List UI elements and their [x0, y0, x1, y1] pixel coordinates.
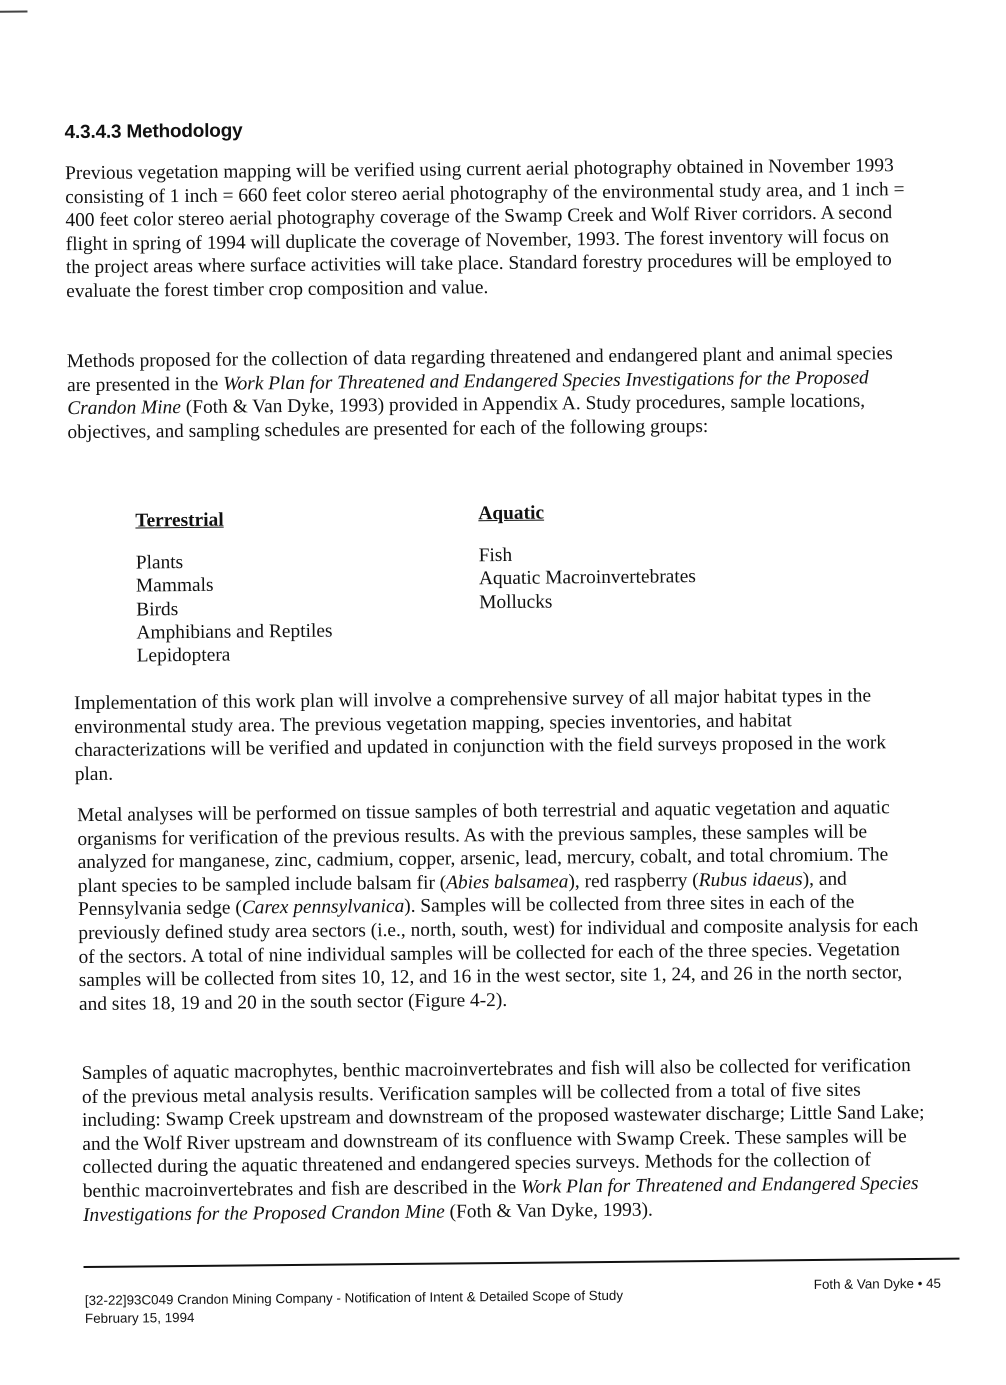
list-item: Fish — [478, 545, 513, 567]
footer-document-line: [32-22]93C049 Crandon Mining Company - Notification of Intent & Detailed Scope of Study — [84, 1287, 624, 1309]
aquatic-list — [479, 542, 697, 614]
terrestrial-heading: Terrestrial — [135, 509, 224, 532]
species-name-red-raspberry: Rubus idaeus — [698, 868, 803, 891]
paragraph-metal-text-g: ). Samples will be collected from three sites in each of the previously defined study area sectors (i.e., north, south, west) for individual and composite analysis for each of the sectors. A total of nine individual samples will be collected for each of the three species. Vegetation samples will be collected from sites 10, 12, and 16 in the west sector, site 1, 24, and 26 in the north sector, and sites 18, 19 and 20 in the south sector (Figure 4-2). — [78, 891, 919, 1015]
list-item: Aquatic Macroinvertebrates — [478, 566, 697, 590]
list-item: Lepidoptera — [136, 644, 231, 667]
terrestrial-group — [135, 508, 333, 668]
terrestrial-list — [136, 550, 333, 668]
aquatic-group — [478, 500, 696, 614]
work-plan-title: Work Plan for Threatened and Endangered Species Investigations for the Proposed Crandon Mine — [82, 1172, 919, 1226]
paragraph-implementation: Implementation of this work plan will involve a comprehensive survey of all major habitat types in the environmental study area. The previous vegetation mapping, species inventories, and habitat characterizations will be verified and updated in conjunction with the field surveys proposed in the work plan. — [74, 685, 887, 785]
aquatic-heading: Aquatic — [478, 502, 545, 525]
section-heading: 4.3.4.3 Methodology — [64, 120, 243, 144]
paragraph-aquatic-text-c: (Foth & Van Dyke, 1993). — [444, 1199, 653, 1223]
list-item: Amphibians and Reptiles — [136, 620, 333, 644]
paragraph-metal-text-e: ), and Pennsylvania sedge ( — [77, 868, 847, 921]
footer-page-number: Foth & Van Dyke • 45 — [813, 1275, 942, 1293]
list-item: Mollucks — [479, 591, 553, 613]
paragraph-metal-text-c: ), red raspberry ( — [568, 869, 699, 893]
list-item: Plants — [135, 552, 184, 574]
paragraph-vegetation-mapping: Previous vegetation mapping will be verified using current aerial photography obtained in November 1993 consisting of 1 inch = 660 feet color stereo aerial photography of the environmental study area, and 1 inch = 400 feet color stereo aerial photography coverage of the Swamp Creek and Wolf River corridors. A second flight in spring of 1994 will duplicate the coverage of November, 1993. The forest inventory will focus on the project areas where surface activities will take place. Standard forestry procedures will be employed to evaluate the forest timber crop composition and value. — [64, 155, 905, 303]
paragraph-methods-text-a: Methods proposed for the collection of data regarding threatened and endangered plant and animal species are presented in the — [66, 343, 893, 396]
footer-date: February 15, 1994 — [84, 1309, 195, 1327]
species-name-balsam-fir: Abies balsamea — [446, 871, 569, 894]
work-plan-title: Work Plan for Threatened and Endangered Species Investigations for the Proposed Crandon Mine — [67, 367, 869, 420]
paragraph-metal-text-a: Metal analyses will be performed on tissue samples of both terrestrial and aquatic vegetation and aquatic organisms for verification of the previous results. As with the previous samples, these samples will be analyzed for manganese, zinc, cadmium, copper, arsenic, lead, mercury, cobalt, and total chromium. The plant species to be sampled include balsam fir ( — [77, 797, 890, 897]
paragraph-aquatic-samples — [82, 1054, 934, 1227]
footer-document-info — [85, 1287, 623, 1328]
scan-corner-mark — [0, 11, 27, 13]
list-item: Mammals — [135, 575, 214, 597]
footer-divider — [84, 1258, 960, 1268]
species-name-pennsylvania-sedge: Carex pennsylvanica — [241, 896, 405, 919]
list-item: Birds — [136, 598, 179, 621]
paragraph-aquatic-text-a: Samples of aquatic macrophytes, benthic macroinvertebrates and fish will also be collected for verification of the previous metal analysis results. Verification samples will be collected from a total of five sites including: Swamp Creek upstream and downstream of the proposed wastewater discharge; Little Sand Lake; and the Wolf River upstream and downstream of its confluence with Swamp Creek. These samples will be collected during the aquatic threatened and endangered species surveys. Methods for the collection of benthic macroinvertebrates and fish are described in the — [81, 1055, 925, 1202]
paragraph-methods-text-c: (Foth & Van Dyke, 1993) provided in Appendix A. Study procedures, sample locations, objectives, and sampling schedules are presented for each of the following groups: — [67, 390, 866, 443]
paragraph-methods — [67, 342, 918, 445]
paragraph-metal-analyses — [77, 796, 929, 1016]
